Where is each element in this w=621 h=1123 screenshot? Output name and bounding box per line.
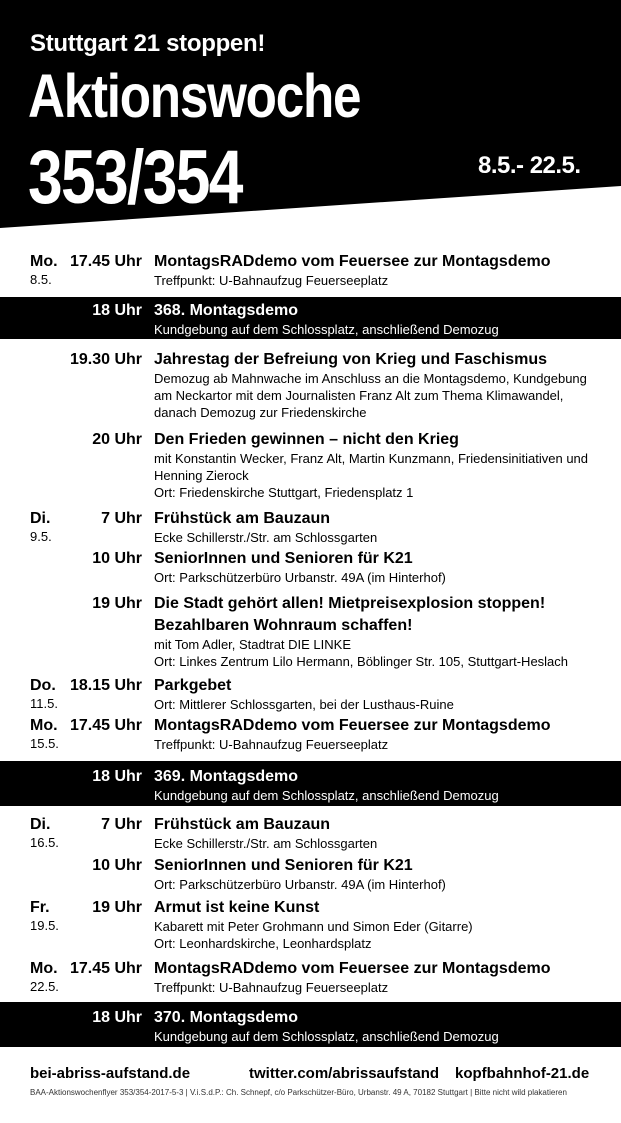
header-title: Aktionswoche bbox=[28, 62, 361, 130]
footer-link-twitter[interactable]: twitter.com/abrissaufstand bbox=[249, 1065, 440, 1082]
event-row bbox=[0, 856, 621, 896]
event-day: Di. bbox=[30, 510, 51, 527]
event-title: 369. Montagsdemo bbox=[154, 768, 299, 785]
event-row-highlight bbox=[0, 761, 621, 806]
event-title: SeniorInnen und Senioren für K21 bbox=[154, 857, 413, 874]
header-dates: 8.5.- 22.5. bbox=[478, 152, 581, 179]
event-row bbox=[0, 350, 621, 426]
event-time: 18.15 Uhr bbox=[69, 677, 142, 694]
event-time: 17.45 Uhr bbox=[69, 717, 142, 734]
event-time: 19 Uhr bbox=[92, 899, 142, 916]
event-title: MontagsRADdemo vom Feuersee zur Montagsdemo bbox=[154, 960, 551, 977]
event-date: 15.5. bbox=[30, 736, 59, 751]
event-time: 18 Uhr bbox=[92, 1009, 142, 1026]
event-time: 7 Uhr bbox=[101, 510, 142, 527]
event-detail: Kundgebung auf dem Schlossplatz, anschließend Demozug bbox=[154, 788, 499, 803]
event-detail: Ort: Mittlerer Schlossgarten, bei der Lusthaus-Ruine bbox=[154, 697, 454, 712]
event-detail: danach Demozug zur Friedenskirche bbox=[154, 405, 367, 420]
event-row bbox=[0, 959, 621, 999]
event-detail: Ecke Schillerstr./Str. am Schlossgarten bbox=[154, 836, 378, 851]
event-time: 19 Uhr bbox=[92, 595, 142, 612]
event-time: 7 Uhr bbox=[101, 816, 142, 833]
event-time: 17.45 Uhr bbox=[69, 960, 142, 977]
event-row bbox=[0, 252, 621, 292]
event-row bbox=[0, 549, 621, 589]
event-title: Jahrestag der Befreiung von Krieg und Faschismus bbox=[154, 351, 547, 368]
event-row-highlight bbox=[0, 1002, 621, 1047]
event-detail: mit Konstantin Wecker, Franz Alt, Martin Kunzmann, Friedensinitiativen und bbox=[154, 451, 589, 466]
event-title: Den Frieden gewinnen – nicht den Krieg bbox=[154, 431, 459, 448]
event-title: 368. Montagsdemo bbox=[154, 302, 299, 319]
event-title: MontagsRADdemo vom Feuersee zur Montagsdemo bbox=[154, 717, 551, 734]
event-row bbox=[0, 898, 621, 956]
flyer-header bbox=[0, 0, 621, 240]
event-detail: Ort: Parkschützerbüro Urbanstr. 49A (im Hinterhof) bbox=[154, 877, 446, 892]
event-detail: Kundgebung auf dem Schlossplatz, anschließend Demozug bbox=[154, 322, 499, 337]
event-time: 20 Uhr bbox=[92, 431, 142, 448]
event-title: Parkgebet bbox=[154, 677, 232, 694]
event-detail: Ort: Leonhardskirche, Leonhardsplatz bbox=[154, 936, 372, 951]
event-detail: Treffpunkt: U-Bahnaufzug Feuerseeplatz bbox=[154, 980, 389, 995]
event-date: 22.5. bbox=[30, 979, 59, 994]
event-row-highlight bbox=[0, 297, 621, 339]
event-time: 19.30 Uhr bbox=[69, 351, 142, 368]
event-detail: Kabarett mit Peter Grohmann und Simon Eder (Gitarre) bbox=[154, 919, 473, 934]
event-day: Do. bbox=[30, 677, 56, 694]
header-kicker: Stuttgart 21 stoppen! bbox=[30, 30, 266, 57]
footer-link-website[interactable]: bei-abriss-aufstand.de bbox=[30, 1065, 191, 1082]
event-detail: Ort: Friedenskirche Stuttgart, Friedensplatz 1 bbox=[154, 485, 414, 500]
header-number: 353/354 bbox=[28, 135, 242, 220]
event-detail: mit Tom Adler, Stadtrat DIE LINKE bbox=[154, 637, 352, 652]
event-detail: Ort: Parkschützerbüro Urbanstr. 49A (im Hinterhof) bbox=[154, 570, 446, 585]
event-date: 19.5. bbox=[30, 918, 59, 933]
event-date: 16.5. bbox=[30, 835, 59, 850]
event-title-continued: Bezahlbaren Wohnraum schaffen! bbox=[154, 617, 413, 634]
event-day: Mo. bbox=[30, 960, 58, 977]
event-detail: am Neckartor mit dem Journalisten Franz Alt zum Thema Klimawandel, bbox=[154, 388, 564, 403]
event-row bbox=[0, 815, 621, 855]
event-date: 8.5. bbox=[30, 272, 52, 287]
event-title: Die Stadt gehört allen! Mietpreisexplosion stoppen! bbox=[154, 595, 546, 612]
event-time: 18 Uhr bbox=[92, 768, 142, 785]
event-detail: Demozug ab Mahnwache im Anschluss an die Montagsdemo, Kundgebung bbox=[154, 371, 587, 386]
event-title: Frühstück am Bauzaun bbox=[154, 816, 331, 833]
event-day: Mo. bbox=[30, 253, 58, 270]
event-title: Armut ist keine Kunst bbox=[154, 899, 320, 916]
event-time: 10 Uhr bbox=[92, 550, 142, 567]
event-title: SeniorInnen und Senioren für K21 bbox=[154, 550, 413, 567]
event-date: 11.5. bbox=[30, 696, 58, 711]
event-detail: Ort: Linkes Zentrum Lilo Hermann, Böblinger Str. 105, Stuttgart-Heslach bbox=[154, 654, 569, 669]
event-time: 18 Uhr bbox=[92, 302, 142, 319]
event-row bbox=[0, 594, 621, 672]
event-date: 9.5. bbox=[30, 529, 52, 544]
event-row bbox=[0, 716, 621, 756]
imprint: BAA-Aktionswochenflyer 353/354-2017-5-3 | V.i.S.d.P.: Ch. Schnepf, c/o Parkschützer-Büro, Urbanstr. 49 A, 70182 Stuttgart | Bitte nicht wild plakatieren bbox=[30, 1088, 567, 1097]
event-detail: Treffpunkt: U-Bahnaufzug Feuerseeplatz bbox=[154, 737, 389, 752]
event-title: Frühstück am Bauzaun bbox=[154, 510, 331, 527]
footer-link-k21[interactable]: kopfbahnhof-21.de bbox=[455, 1065, 590, 1082]
event-day: Di. bbox=[30, 816, 51, 833]
event-detail: Kundgebung auf dem Schlossplatz, anschließend Demozug bbox=[154, 1029, 499, 1044]
event-detail: Ecke Schillerstr./Str. am Schlossgarten bbox=[154, 530, 378, 545]
event-time: 17.45 Uhr bbox=[69, 253, 142, 270]
event-title: MontagsRADdemo vom Feuersee zur Montagsdemo bbox=[154, 253, 551, 270]
event-row bbox=[0, 430, 621, 506]
event-detail: Henning Zierock bbox=[154, 468, 249, 483]
event-day: Mo. bbox=[30, 717, 58, 734]
event-title: 370. Montagsdemo bbox=[154, 1009, 299, 1026]
event-day: Fr. bbox=[30, 899, 50, 916]
event-row bbox=[0, 676, 621, 716]
event-row bbox=[0, 509, 621, 549]
event-time: 10 Uhr bbox=[92, 857, 142, 874]
event-detail: Treffpunkt: U-Bahnaufzug Feuerseeplatz bbox=[154, 273, 389, 288]
